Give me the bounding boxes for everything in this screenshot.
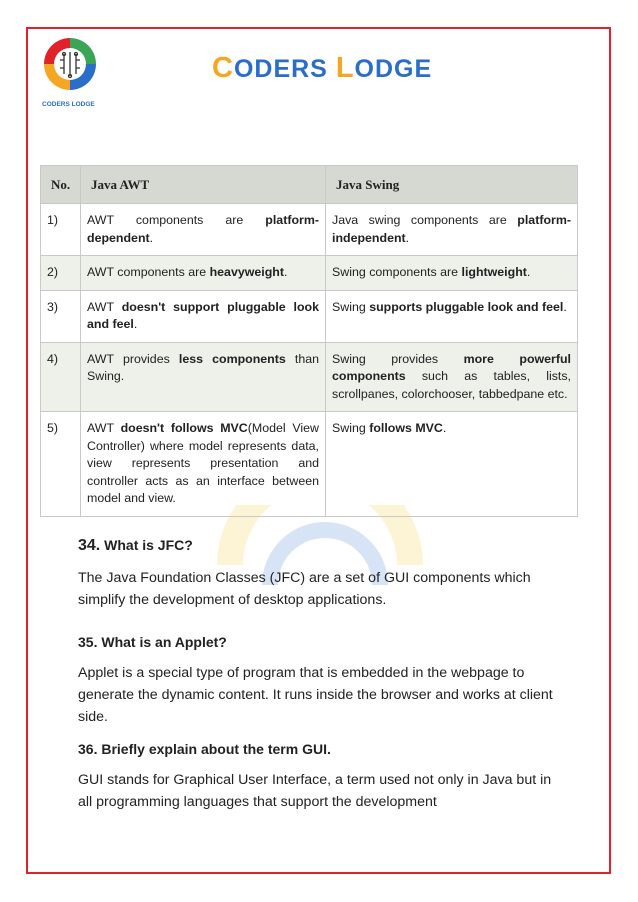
brand-initial-c: C [212,52,234,84]
cell-no: 4) [41,342,81,412]
awt-swing-comparison-table [40,165,578,517]
cell-java-swing: Swing supports pluggable look and feel. [326,290,578,342]
question-heading: 35. What is an Applet? [78,634,227,650]
brand-word-coders: ODERS [233,55,336,83]
table-row [41,412,578,517]
logo-caption: CODERS LODGE [42,101,95,108]
coders-lodge-logo [40,34,100,110]
header-java-awt: Java AWT [81,166,326,204]
qa-35 [78,631,568,728]
header-no: No. [41,166,81,204]
table-row [41,342,578,412]
cell-no: 5) [41,412,81,517]
qa-36 [78,738,568,813]
question-heading: 36. Briefly explain about the term GUI. [78,741,331,757]
cell-java-awt: AWT provides less components than Swing. [81,342,326,412]
question-heading: 34. What is JFC? [78,537,193,554]
cell-java-swing: Swing components are lightweight. [326,256,578,291]
cell-java-awt: AWT doesn't follows MVC(Model View Controller) where model represents data, view represents presentation and controller acts as an interface between model and view. [81,412,326,517]
header-java-swing: Java Swing [326,166,578,204]
qa-34 [78,534,568,611]
cell-no: 1) [41,204,81,256]
cell-java-swing: Swing follows MVC. [326,412,578,517]
brand-initial-l: L [335,52,355,84]
table-row [41,290,578,342]
table-row [41,204,578,256]
cell-java-awt: AWT components are platform-dependent. [81,204,326,256]
brand-word-lodge: ODGE [354,55,433,83]
answer-text: GUI stands for Graphical User Interface, a term used not only in Java but in all programming languages that support the development [78,772,552,810]
answer-text: Applet is a special type of program that is embedded in the webpage to generate the dynamic content. It runs inside the browser and works at client side. [78,665,553,725]
cell-no: 3) [41,290,81,342]
cell-no: 2) [41,256,81,291]
table-header-row [41,166,578,204]
brand-title [212,52,432,85]
cell-java-swing: Java swing components are platform-independent. [326,204,578,256]
cell-java-awt: AWT doesn't support pluggable look and feel. [81,290,326,342]
cell-java-swing: Swing provides more powerful components such as tables, lists, scrollpanes, colorchooser, tabbedpane etc. [326,342,578,412]
cell-java-awt: AWT components are heavyweight. [81,256,326,291]
answer-text: The Java Foundation Classes (JFC) are a set of GUI components which simplify the development of desktop applications. [78,570,531,608]
table-row [41,256,578,291]
